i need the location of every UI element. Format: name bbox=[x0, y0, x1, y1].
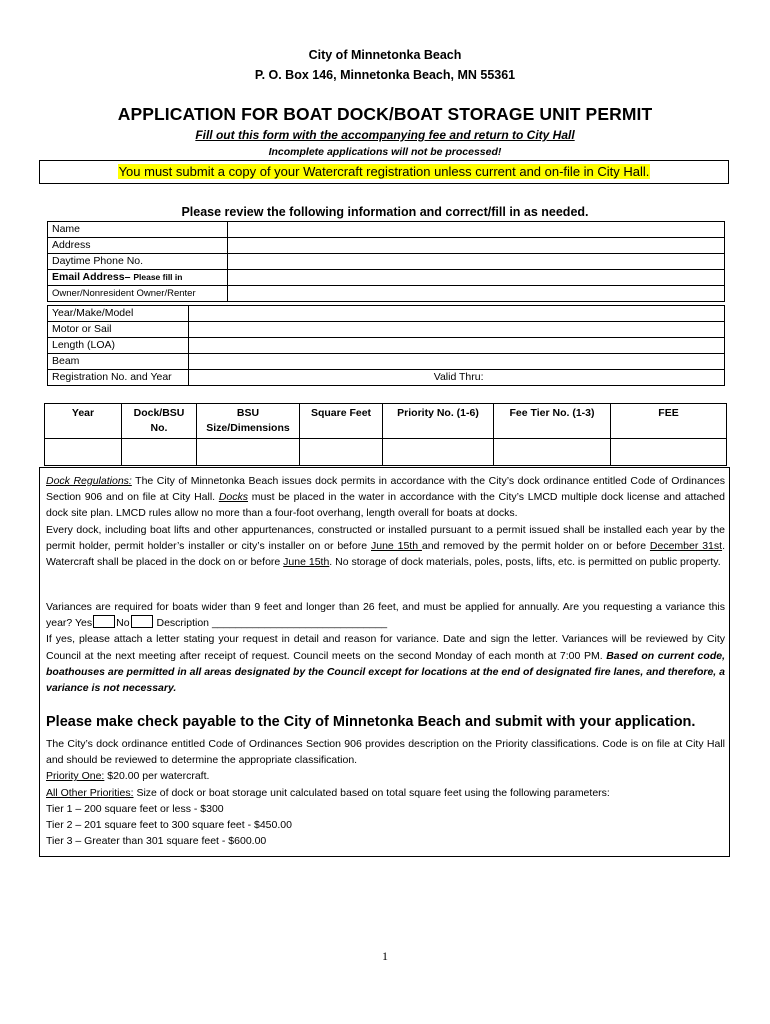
name-row bbox=[48, 222, 725, 238]
registration-row bbox=[48, 370, 725, 386]
col-fee-tier: Fee Tier No. (1-3) bbox=[494, 404, 611, 439]
priority-cell[interactable] bbox=[383, 439, 494, 466]
square-feet-cell[interactable] bbox=[300, 439, 383, 466]
page-number: 1 bbox=[382, 949, 388, 963]
email-field[interactable] bbox=[228, 270, 725, 286]
col-square-feet: Square Feet bbox=[300, 404, 383, 439]
registration-field[interactable] bbox=[188, 370, 724, 386]
tier-1: Tier 1 – 200 square feet or less - $300 bbox=[46, 802, 224, 815]
reg-june15b: June 15th bbox=[283, 556, 330, 569]
beam-label: Beam bbox=[48, 354, 189, 370]
regulations-label: Dock Regulations: bbox=[46, 475, 132, 487]
reg-text-4: and removed by the permit holder on or before bbox=[421, 539, 650, 552]
permit-table bbox=[44, 403, 727, 466]
description-field[interactable]: ______________________________ bbox=[211, 617, 388, 630]
priority-one-text: $20.00 per watercraft. bbox=[104, 770, 210, 783]
variance-text: Variances are required for boats wider than 9 feet and longer than 26 feet, and must be applied for annually. Are you requesting a variance this year? bbox=[46, 601, 725, 630]
priority-description: The City’s dock ordinance entitled Code of Ordinances Section 906 provides description on the Priority classifications. Code is on file at City Hall and should be reviewed to determine the appropriate classification. bbox=[46, 738, 725, 767]
reg-text-2: must be placed in the water in accordance with the City’s LMCD multiple dock license and attached dock site plan. LMCD rules allow no more than a four-foot overhang, length overall for boats at docks. bbox=[46, 491, 725, 520]
permit-data-row bbox=[45, 439, 727, 466]
address-label: Address bbox=[48, 238, 228, 254]
fee-cell[interactable] bbox=[611, 439, 727, 466]
length-label: Length (LOA) bbox=[48, 338, 189, 354]
city-address: P. O. Box 146, Minnetonka Beach, MN 55361 bbox=[254, 68, 516, 82]
no-checkbox[interactable] bbox=[131, 615, 153, 628]
year-cell[interactable] bbox=[45, 439, 122, 466]
boathouse-note: Based on current code, boathouses are permitted in all areas designated by the Council except for locations at the end of designated fire lanes, and therefore, a variance is not necessary. bbox=[46, 649, 725, 695]
col-year: Year bbox=[45, 404, 122, 439]
email-dash: – bbox=[124, 271, 134, 283]
reg-text-5: . Watercraft shall be placed in the dock on or before bbox=[46, 539, 725, 569]
phone-row bbox=[48, 254, 725, 270]
motor-field[interactable] bbox=[188, 322, 724, 338]
fee-tier-cell[interactable] bbox=[494, 439, 611, 466]
phone-field[interactable] bbox=[228, 254, 725, 270]
email-label: Email Address bbox=[52, 271, 125, 283]
incomplete-notice: Incomplete applications will not be processed! bbox=[268, 146, 502, 158]
phone-label: Daytime Phone No. bbox=[48, 254, 228, 270]
name-field[interactable] bbox=[228, 222, 725, 238]
tier-2: Tier 2 – 201 square feet to 300 square feet - $450.00 bbox=[46, 819, 292, 832]
owner-type-row bbox=[48, 286, 725, 302]
payment-section bbox=[46, 736, 725, 849]
motor-label: Motor or Sail bbox=[48, 322, 189, 338]
email-note: Please fill in bbox=[133, 272, 183, 282]
owner-info-table bbox=[47, 221, 725, 302]
owner-type-label: Owner/Nonresident Owner/Renter bbox=[48, 286, 228, 302]
dock-regulations bbox=[46, 473, 725, 570]
name-label: Name bbox=[48, 222, 228, 238]
dock-no-cell[interactable] bbox=[122, 439, 197, 466]
ymm-label: Year/Make/Model bbox=[48, 306, 189, 322]
boat-info-table bbox=[47, 305, 725, 386]
length-field[interactable] bbox=[188, 338, 724, 354]
beam-field[interactable] bbox=[188, 354, 724, 370]
tier-3: Tier 3 – Greater than 301 square feet - $600.00 bbox=[46, 835, 267, 848]
owner-type-field[interactable] bbox=[228, 286, 725, 302]
variance-review-text: If yes, please attach a letter stating your request in detail and reason for variance. Date and sign the letter. Variances will be reviewed by City Council at the next meeting after receipt of request. Council meets on the second Monday of each month at 7:00 PM. bbox=[46, 633, 725, 662]
reg-text-1: The City of Minnetonka Beach issues dock permits in accordance with the City’s dock ordinance entitled Code of Ordinances Section 906 and on file at City Hall. bbox=[46, 475, 725, 504]
col-fee: FEE bbox=[611, 404, 727, 439]
email-row bbox=[48, 270, 725, 286]
bsu-size-cell[interactable] bbox=[197, 439, 300, 466]
priority-one-label: Priority One: bbox=[46, 770, 105, 783]
beam-row bbox=[48, 354, 725, 370]
payment-heading: Please make check payable to the City of Minnetonka Beach and submit with your application. bbox=[46, 714, 696, 730]
col-bsu-size: BSU Size/Dimensions bbox=[197, 404, 300, 439]
no-label: No bbox=[116, 617, 130, 630]
ymm-field[interactable] bbox=[188, 306, 724, 322]
yes-checkbox[interactable] bbox=[93, 615, 115, 628]
col-dock-no: Dock/BSU No. bbox=[122, 404, 197, 439]
email-label-cell bbox=[48, 270, 228, 286]
reg-dec31: December 31st bbox=[649, 539, 723, 552]
reg-docks: Docks bbox=[218, 491, 249, 504]
registration-warning: You must submit a copy of your Watercraft registration unless current and on-file in City Hall. bbox=[118, 164, 650, 179]
valid-thru-label: Valid Thru: bbox=[433, 371, 484, 383]
reg-text-3: Every dock, including boat lifts and other appurtenances, constructed or installed pursuant to a permit issued shall be installed each year by the permit holder, permit holder’s installer or city’s installer on or before bbox=[46, 523, 725, 552]
length-row bbox=[48, 338, 725, 354]
permit-header-row bbox=[45, 404, 727, 439]
col-priority: Priority No. (1-6) bbox=[383, 404, 494, 439]
yes-label: Yes bbox=[75, 617, 93, 630]
regulations-box bbox=[39, 467, 730, 857]
variance-section bbox=[46, 599, 725, 696]
warning-box bbox=[39, 160, 729, 184]
address-field[interactable] bbox=[228, 238, 725, 254]
other-priorities-text: Size of dock or boat storage unit calculated based on total square feet using the following parameters: bbox=[133, 786, 610, 799]
address-row bbox=[48, 238, 725, 254]
registration-label: Registration No. and Year bbox=[48, 370, 189, 386]
description-label: Description bbox=[156, 617, 210, 630]
ymm-row bbox=[48, 306, 725, 322]
form-subtitle: Fill out this form with the accompanying fee and return to City Hall bbox=[195, 128, 575, 142]
review-instruction: Please review the following information and correct/fill in as needed. bbox=[181, 205, 589, 219]
city-name: City of Minnetonka Beach bbox=[308, 48, 462, 62]
motor-row bbox=[48, 322, 725, 338]
reg-june15: June 15th bbox=[370, 539, 422, 552]
other-priorities-label: All Other Priorities: bbox=[46, 786, 134, 799]
reg-text-6: . No storage of dock materials, poles, posts, lifts, etc. is permitted on public property. bbox=[329, 556, 721, 569]
form-title: APPLICATION FOR BOAT DOCK/BOAT STORAGE UNIT PERMIT bbox=[117, 104, 653, 124]
